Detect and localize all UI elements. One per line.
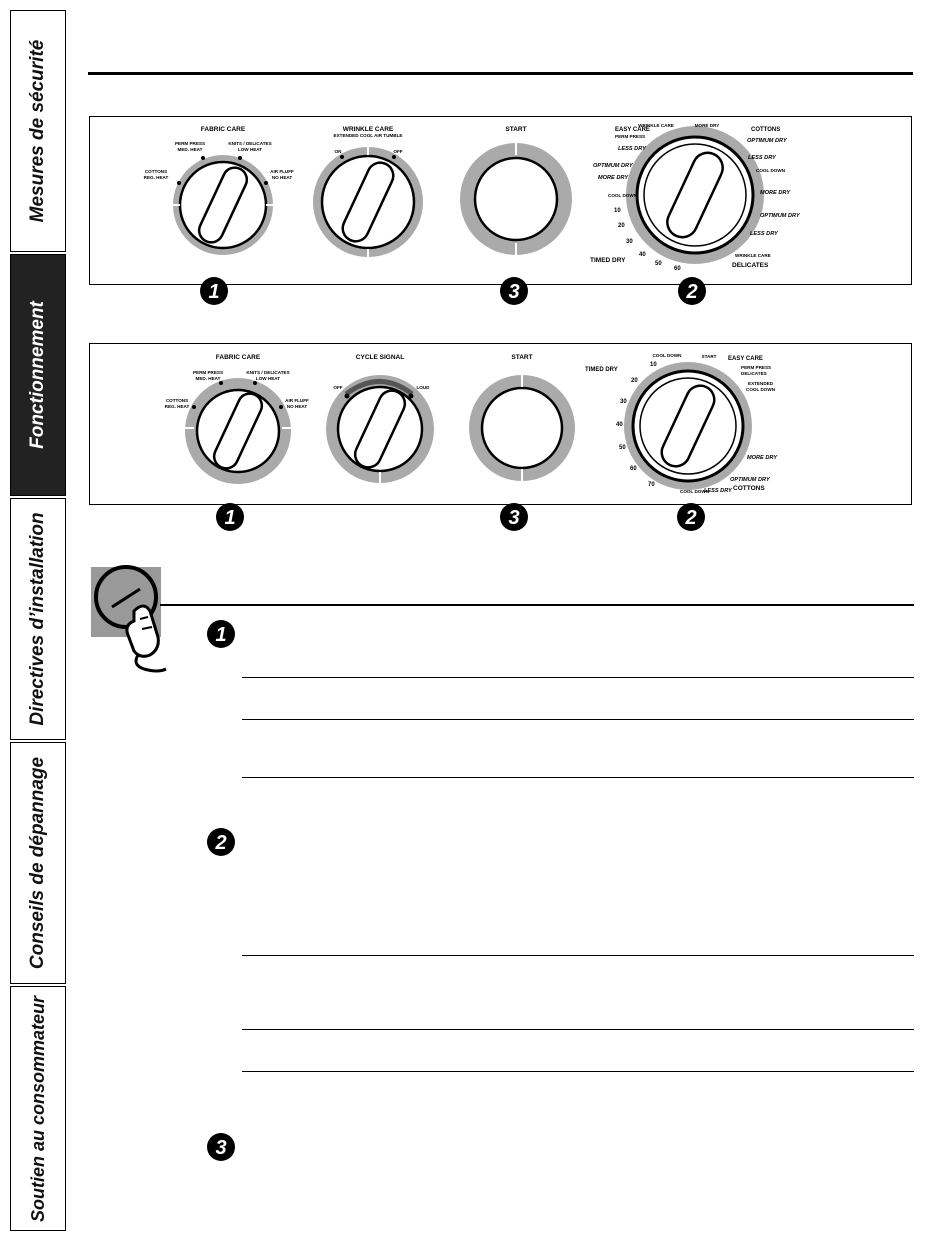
cool-down-bottom: COOL DOWN (680, 489, 710, 494)
more-dry-label-3: MORE DRY (760, 190, 791, 196)
less-dry-label-2: LESS DRY (748, 155, 776, 161)
cool-down-label-3: COOL DOWN (746, 387, 776, 392)
svg-text:1: 1 (224, 507, 236, 529)
tab-label: Directives d’installation (27, 512, 48, 726)
fabric-care-knob[interactable] (173, 155, 273, 255)
cottons-label: COTTONS (751, 127, 781, 133)
tab-fonctionnement[interactable] (10, 254, 66, 496)
svg-text:2: 2 (215, 832, 227, 854)
cottons-label-2: COTTONS (165, 398, 189, 403)
tab-label: Fonctionnement (27, 301, 48, 449)
svg-text:2: 2 (685, 507, 697, 529)
minute2-20: 20 (631, 378, 638, 384)
minute2-70: 70 (648, 482, 655, 488)
tab-label: Soutien au consommateur (28, 995, 48, 1222)
easy-care-label-2: EASY CARE (728, 356, 763, 362)
start-label: START (505, 126, 527, 133)
svg-text:1: 1 (208, 281, 220, 303)
wrinkle-care-label: WRINKLE CARE (638, 123, 674, 128)
cycle-selector-knob[interactable] (626, 126, 764, 264)
step-badge-2b (676, 502, 706, 532)
svg-text:3: 3 (508, 281, 520, 303)
tab-mesures-de-securite[interactable] (10, 10, 66, 252)
signal-off-label: OFF (333, 385, 343, 390)
step-badge-text-1 (206, 619, 236, 649)
signal-loud-label: LOUD (416, 385, 430, 390)
timed-dry-label-2: TIMED DRY (585, 367, 618, 373)
separator-line (242, 677, 914, 678)
med-heat-label-2: MED. HEAT (195, 376, 221, 381)
more-dry-label: MORE DRY (694, 123, 720, 128)
cycle-signal-knob[interactable] (326, 375, 434, 483)
optimum-dry-label-3: OPTIMUM DRY (760, 213, 800, 219)
minute2-10: 10 (650, 362, 657, 368)
tab-label: Conseils de dépannage (27, 756, 48, 970)
minute2-40: 40 (616, 422, 623, 428)
optimum-dry-label: OPTIMUM DRY (593, 163, 633, 169)
easy-care-label: EASY CARE (615, 127, 650, 133)
delicates-label: DELICATES (732, 262, 769, 269)
minute-40: 40 (639, 252, 646, 258)
start-label-2: START (511, 354, 533, 361)
minute2-50: 50 (619, 445, 626, 451)
med-heat-label: MED. HEAT (177, 147, 203, 152)
separator-line (242, 777, 914, 778)
separator-line (242, 719, 914, 720)
step-badge-1b (215, 502, 245, 532)
cool-down-top: COOL DOWN (652, 353, 682, 358)
cottons-label: COTTONS (144, 169, 168, 174)
optimum-dry-label-2: OPTIMUM DRY (747, 138, 787, 144)
perm-press-label: PERM PRESS (174, 141, 206, 146)
cool-down-label: COOL DOWN (608, 193, 638, 198)
tab-directives-installation[interactable] (10, 498, 66, 740)
cycle-selector-knob-2[interactable] (624, 362, 752, 490)
tab-soutien-consommateur[interactable] (10, 986, 66, 1231)
step-badge-text-3 (206, 1132, 236, 1162)
less-dry-label: LESS DRY (618, 146, 646, 152)
more-dry-label-2: MORE DRY (598, 175, 629, 181)
no-heat-label-2: NO HEAT (286, 404, 308, 409)
minute-30: 30 (626, 239, 633, 245)
tab-conseils-depannage[interactable] (10, 742, 66, 984)
wrinkle-off-label: OFF (393, 149, 403, 154)
reg-heat-label-2: REG. HEAT (164, 404, 190, 409)
fabric-care-title: FABRIC CARE (200, 126, 246, 133)
start-button[interactable] (460, 143, 572, 255)
delicates-sublabel-2: DELICATES (741, 371, 767, 376)
header-rule (88, 72, 913, 75)
minute-20: 20 (618, 223, 625, 229)
cottons-label-3: COTTONS (733, 485, 765, 492)
perm-press-sublabel-2: PERM PRESS (741, 365, 772, 370)
separator-line (242, 1071, 914, 1072)
control-panel-1 (89, 116, 912, 285)
wrinkle-care-subtitle: EXTENDED COOL AIR TUMBLE (333, 133, 403, 138)
svg-text:1: 1 (215, 624, 227, 646)
step-badge-3 (499, 276, 529, 306)
air-fluff-label: AIR FLUFF (270, 169, 294, 174)
hand-dial-icon (88, 545, 178, 680)
step-badge-3b (499, 502, 529, 532)
fabric-care-knob-2[interactable] (185, 378, 291, 484)
fabric-care-title-2: FABRIC CARE (215, 354, 261, 361)
no-heat-label: NO HEAT (271, 175, 293, 180)
step-badge-text-2 (206, 827, 236, 857)
less-dry-label-3: LESS DRY (750, 231, 778, 237)
extended-label: EXTENDED (748, 381, 774, 386)
svg-text:3: 3 (215, 1137, 227, 1159)
wrinkle-care-title: WRINKLE CARE (342, 126, 394, 133)
cycle-signal-title: CYCLE SIGNAL (355, 354, 405, 361)
low-heat-label-2: LOW HEAT (255, 376, 281, 381)
air-fluff-label-2: AIR FLUFF (285, 398, 309, 403)
reg-heat-label: REG. HEAT (143, 175, 169, 180)
minute-50: 50 (655, 261, 662, 267)
step-badge-2 (677, 276, 707, 306)
wrinkle-care-label-2: WRINKLE CARE (735, 253, 771, 258)
timed-dry-label: TIMED DRY (590, 257, 626, 264)
less-dry-label-4: LESS DRY (704, 488, 732, 494)
more-dry-label-4: MORE DRY (747, 455, 778, 461)
svg-text:3: 3 (508, 507, 520, 529)
start-button-2[interactable] (469, 375, 575, 481)
control-panel-2 (89, 343, 912, 505)
section-rule (160, 604, 914, 606)
separator-line (242, 955, 914, 956)
start-dial-label: START (701, 354, 717, 359)
minute2-60: 60 (630, 466, 637, 472)
perm-press-label-2: PERM PRESS (192, 370, 224, 375)
wrinkle-care-knob[interactable] (313, 147, 423, 257)
low-heat-label: LOW HEAT (237, 147, 263, 152)
minute-10: 10 (614, 208, 621, 214)
separator-line (242, 1029, 914, 1030)
knits-delicates-label: KNITS / DELICATES (228, 141, 272, 146)
knits-delicates-label-2: KNITS / DELICATES (246, 370, 290, 375)
tab-label: Mesures de sécurité (27, 39, 48, 223)
optimum-dry-label-4: OPTIMUM DRY (730, 477, 770, 483)
perm-press-sublabel: PERM PRESS (615, 134, 646, 139)
cool-down-label-2: COOL DOWN (756, 168, 786, 173)
wrinkle-on-label: ON (334, 149, 342, 154)
svg-text:2: 2 (686, 281, 698, 303)
minute-60: 60 (674, 266, 681, 272)
minute2-30: 30 (620, 399, 627, 405)
step-badge-1 (199, 276, 229, 306)
